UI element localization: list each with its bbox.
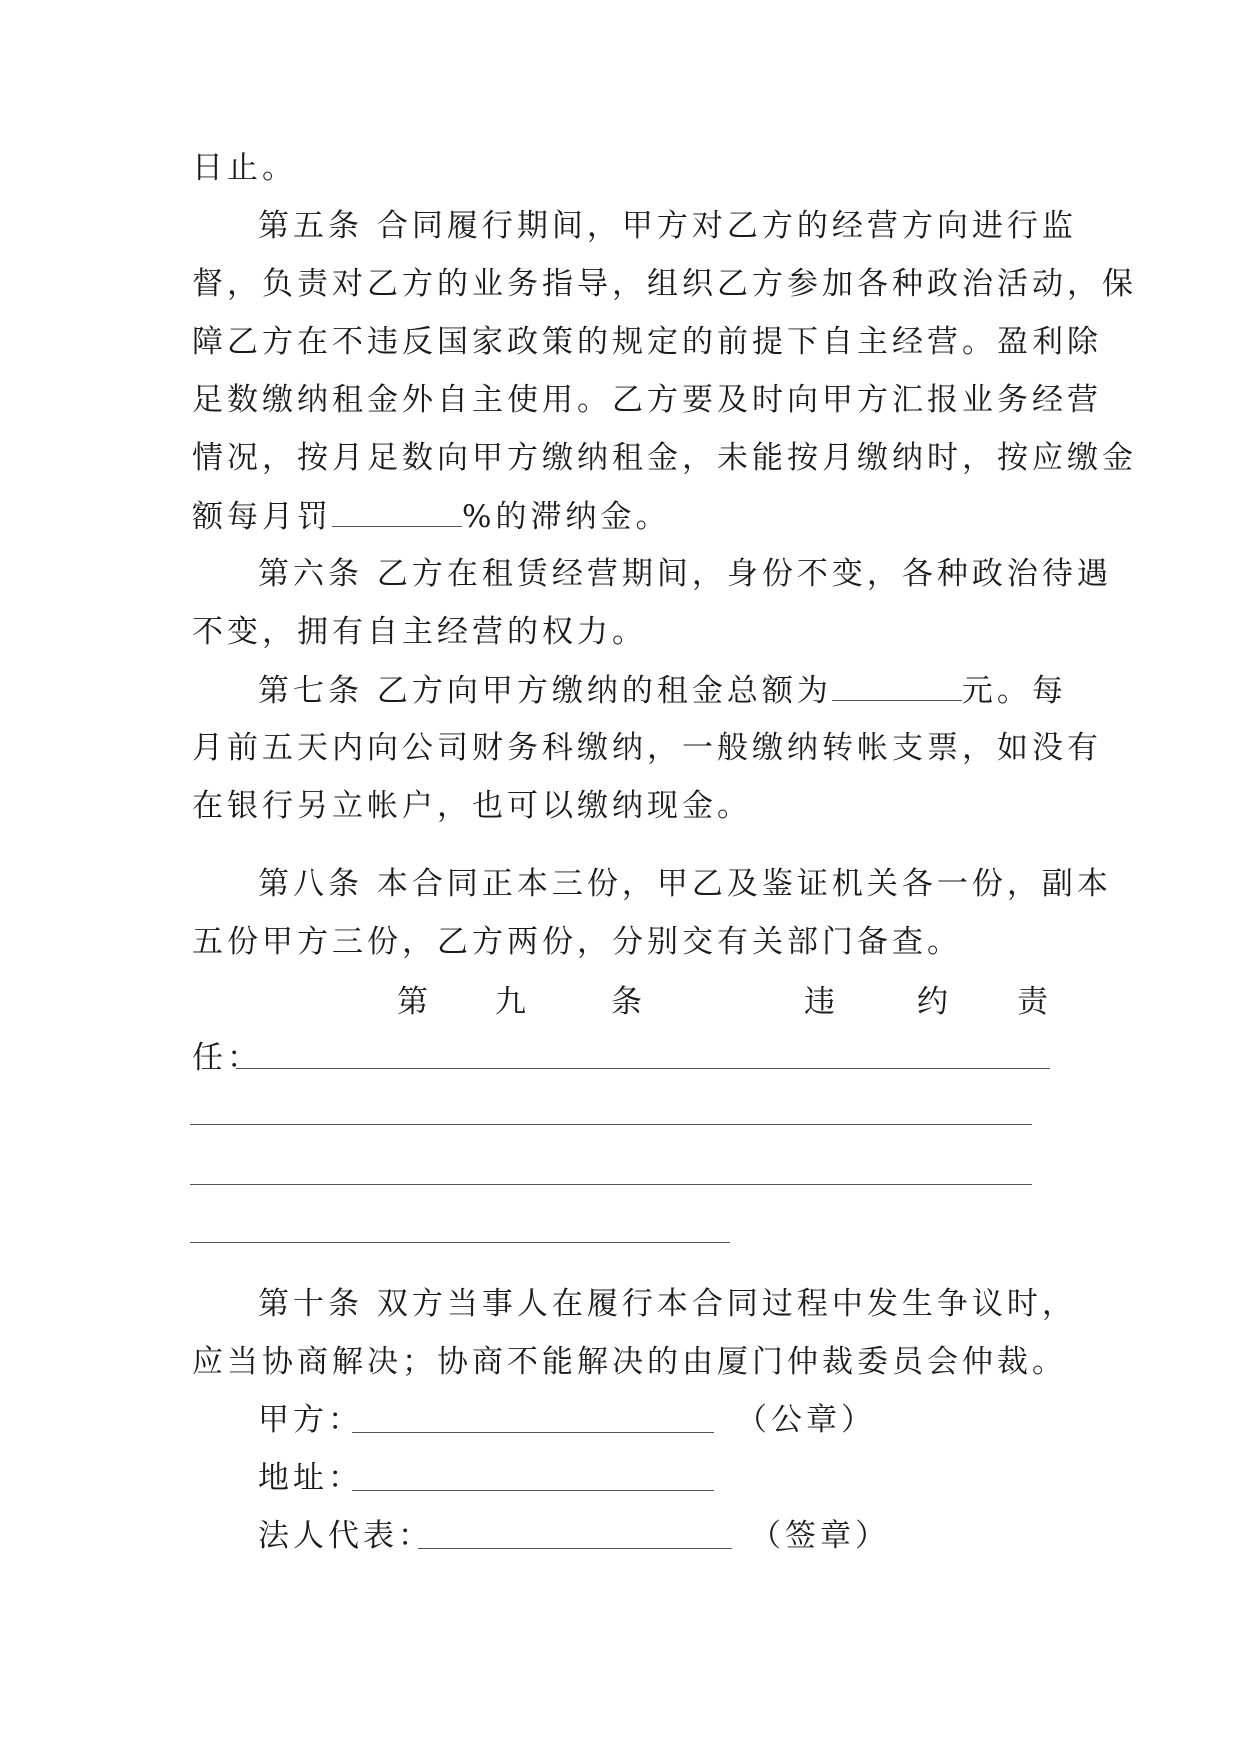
- article-5-line-3: 障乙方在不违反国家政策的规定的前提下自主经营。盈利除: [192, 324, 1102, 360]
- address-blank[interactable]: [352, 1490, 714, 1491]
- article-9-char: 九: [495, 984, 526, 1020]
- legal-rep-label: 法人代表：: [258, 1518, 433, 1554]
- article-5-line-5: 情况，按月足数向甲方缴纳租金，未能按月缴纳时，按应缴金: [192, 440, 1137, 476]
- rent-suffix: 元。每: [961, 673, 1067, 709]
- article-10-line-1: 第十条 双方当事人在履行本合同过程中发生争议时，: [258, 1286, 1077, 1322]
- article-6-line-2: 不变，拥有自主经营的权力。: [192, 614, 647, 650]
- penalty-rate-blank[interactable]: [332, 496, 462, 527]
- article-7-line-3: 在银行另立帐户，也可以缴纳现金。: [192, 788, 752, 824]
- legal-rep-seal: （签章）: [750, 1518, 890, 1554]
- article-8-line-2: 五份甲方三份，乙方两份，分别交有关部门备查。: [192, 924, 962, 960]
- article-5-line-2: 督，负责对乙方的业务指导，组织乙方参加各种政治活动，保: [192, 266, 1137, 302]
- article-7-line-2: 月前五天内向公司财务科缴纳，一般缴纳转帐支票，如没有: [192, 730, 1102, 766]
- rent-amount-blank[interactable]: [832, 670, 962, 701]
- party-a-blank[interactable]: [352, 1432, 714, 1433]
- rent-text: 第七条 乙方向甲方缴纳的租金总额为: [258, 673, 832, 709]
- article-5-line-4: 足数缴纳租金外自主使用。乙方要及时向甲方汇报业务经营: [192, 382, 1102, 418]
- liability-blank-3[interactable]: [190, 1184, 1032, 1185]
- liability-blank-4[interactable]: [190, 1242, 730, 1243]
- article-9-char: 责: [1017, 984, 1048, 1020]
- article-9-char: 约: [917, 984, 948, 1020]
- penalty-text: 额每月罚: [192, 499, 332, 535]
- party-a-seal: （公章）: [736, 1402, 876, 1438]
- liability-blank-1[interactable]: [236, 1068, 1050, 1069]
- party-a-label: 甲方：: [258, 1402, 363, 1438]
- legal-rep-blank[interactable]: [418, 1548, 732, 1549]
- article-9-char: 第: [397, 984, 428, 1020]
- article-9-char: 违: [804, 984, 835, 1020]
- penalty-suffix: %的滞纳金。: [462, 499, 671, 535]
- text-line: 日止。: [192, 150, 297, 186]
- article-7-line-1: [258, 670, 1067, 711]
- article-9-line-2: 任：: [192, 1040, 262, 1076]
- article-10-line-2: 应当协商解决；协商不能解决的由厦门仲裁委员会仲裁。: [192, 1344, 1067, 1380]
- liability-blank-2[interactable]: [190, 1124, 1032, 1125]
- article-6-line-1: 第六条 乙方在租赁经营期间，身份不变，各种政治待遇: [258, 556, 1112, 592]
- address-label: 地址：: [258, 1460, 363, 1496]
- article-9-char: 条: [611, 984, 642, 1020]
- article-5-line-6: [192, 496, 1050, 537]
- article-5-line-1: 第五条 合同履行期间，甲方对乙方的经营方向进行监: [258, 208, 1077, 244]
- article-8-line-1: 第八条 本合同正本三份，甲乙及鉴证机关各一份，副本: [258, 866, 1112, 902]
